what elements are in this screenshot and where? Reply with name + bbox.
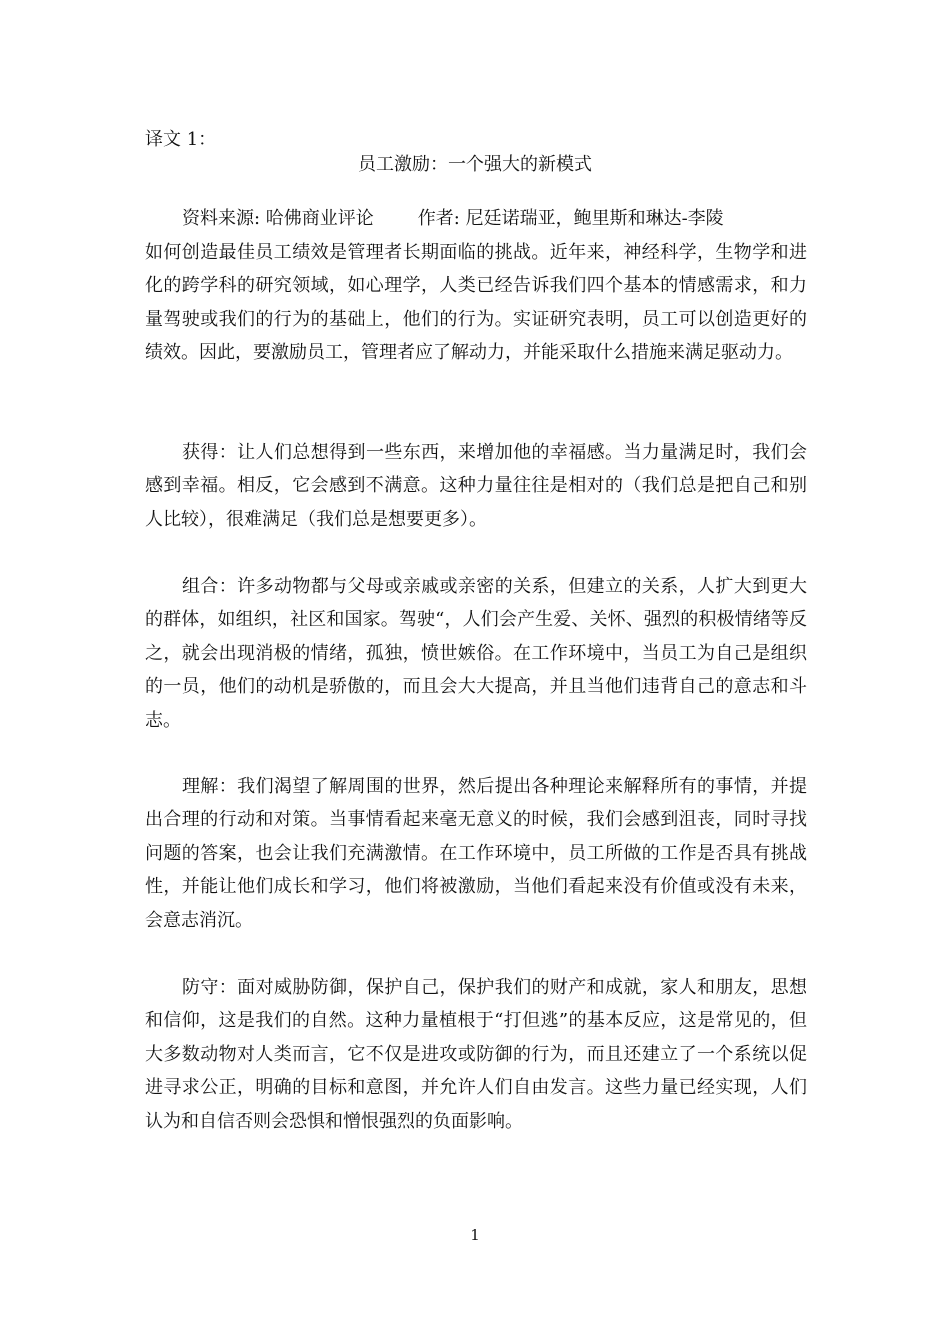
paragraph-bond: 组合：许多动物都与父母或亲戚或亲密的关系，但建立的关系，人扩大到更大的群体，如组织，社区和国家。驾驶“，人们会产生爱、关怀、强烈的积极情绪等反之，就会出现消极的情绪，孤独，愤世嫉俗。在工作环境中，当员工为自己是组织的一员，他们的动机是骄傲的，而且会大大提高，并且当他们违背自己的意志和斗志。 [145, 576, 807, 731]
intro-paragraph: 如何创造最佳员工绩效是管理者长期面临的挑战。近年来，神经科学，生物学和进化的跨学科的研究领域，如心理学，人类已经告诉我们四个基本的情感需求，和力量驾驶或我们的行为的基础上，他们的行为。实证研究表明，员工可以创造更好的绩效。因此，要激励员工，管理者应了解动力，并能采取什么措施来满足驱动力。 [145, 242, 807, 364]
page-number: 1 [470, 1226, 480, 1244]
paragraph-comprehend: 理解：我们渴望了解周围的世界，然后提出各种理论来解释所有的事情，并提出合理的行动和对策。当事情看起来毫无意义的时候，我们会感到沮丧，同时寻找问题的答案，也会让我们充满激情。在工作环境中，员工所做的工作是否具有挑战性，并能让他们成长和学习，他们将被激励，当他们看起来没有价值或没有未来，会意志消沉。 [145, 776, 807, 931]
source-line [182, 202, 852, 235]
paragraph-acquire: 获得：让人们总想得到一些东西，来增加他的幸福感。当力量满足时，我们会感到幸福。相反，它会感到不满意。这种力量往往是相对的（我们总是把自己和别人比较），很难满足（我们总是想要更多）。 [145, 442, 807, 530]
source-text: 资料来源: 哈佛商业评论 [182, 208, 374, 229]
author-text: 作者: 尼廷诺瑞亚，鲍里斯和琳达-李陵 [417, 208, 724, 229]
paragraph-defend: 防守：面对威胁防御，保护自己，保护我们的财产和成就，家人和朋友，思想和信仰，这是我们的自然。这种力量植根于“打但逃”的基本反应，这是常见的，但大多数动物对人类而言，它不仅是进攻或防御的行为，而且还建立了一个系统以促进寻求公正，明确的目标和意图，并允许人们自由发言。这些力量已经实现，人们认为和自信否则会恐惧和憎恨强烈的负面影响。 [145, 977, 807, 1132]
translation-label: 译文 1： [145, 129, 217, 150]
document-title: 员工激励：一个强大的新模式 [358, 154, 592, 175]
